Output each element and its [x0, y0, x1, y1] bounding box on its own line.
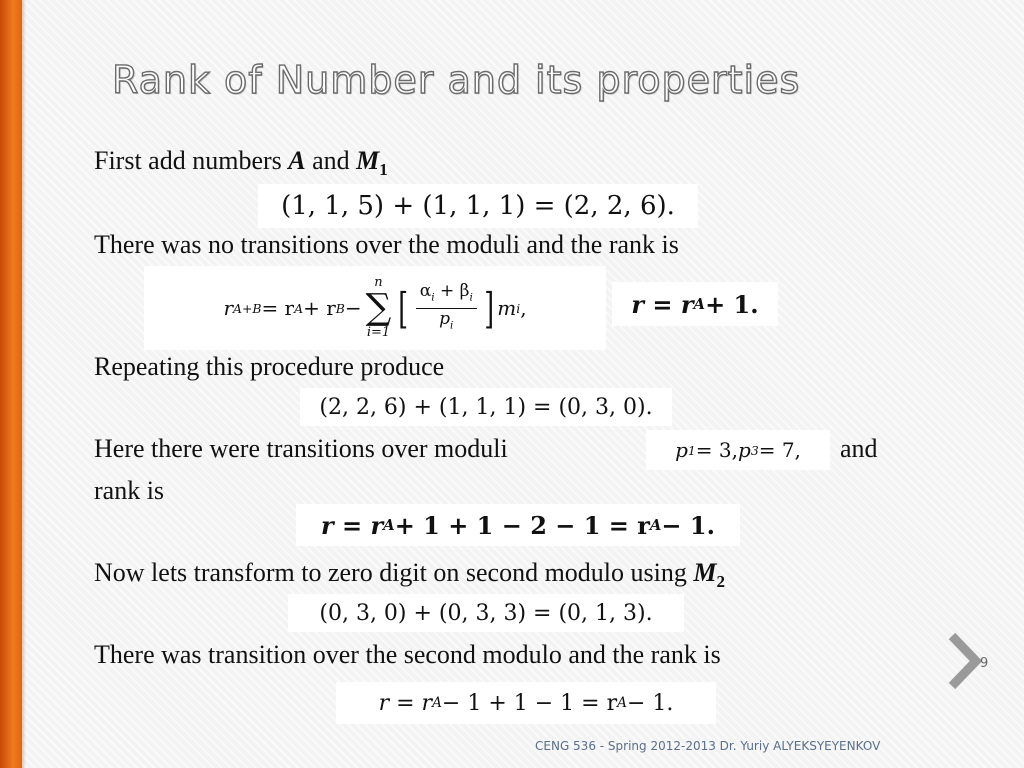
formula-rank-sum: r A+B = r A + r B − n ∑ i=1 [ $\frac{\alpha_i + \beta_i}{p_i}$ ] m i , [144, 266, 606, 350]
text-line-6: Now lets transform to zero digit on second modulo using $M_2$ [94, 558, 725, 592]
text-line-4: Here there were transitions over moduli [94, 434, 508, 463]
text-line-4-and: and [840, 434, 878, 463]
formula-addition-2: (2, 2, 6) + (1, 1, 1) = (0, 3, 0). [300, 388, 672, 426]
summation-symbol: n ∑ i=1 [365, 275, 392, 340]
var-m2: $M_2$ [693, 558, 725, 592]
var-a: A [288, 146, 306, 175]
formula-rank-3: r = r A − 1 + 1 − 1 = r A − 1. [336, 682, 716, 724]
text-line-5: rank is [94, 476, 165, 505]
text-line-1 [94, 146, 388, 185]
var-m1: $M_1$ [356, 146, 388, 180]
line1-prefix: First add numbers [94, 146, 289, 175]
formula-moduli: p 1 = 3, p 3 = 7, [646, 430, 830, 470]
text-line-7: There was transition over the second modulo and the rank is [94, 640, 721, 669]
text-line-3: Repeating this procedure produce [94, 352, 445, 381]
page-number: 9 [980, 656, 989, 671]
accent-bar-shadow [22, 0, 26, 768]
formula-rank-2: r = r A + 1 + 1 − 2 − 1 = r A − 1. [296, 504, 740, 546]
formula-addition-1: (1, 1, 5) + (1, 1, 1) = (2, 2, 6). [258, 184, 698, 228]
chevron-right-icon[interactable] [944, 632, 984, 690]
line1-and: and [305, 146, 357, 175]
text-line-2: There was no transitions over the moduli and the rank is [94, 230, 679, 259]
accent-bar [0, 0, 22, 768]
formula-rank-1: r = r A + 1. [612, 282, 778, 326]
slide-footer: CENG 536 - Spring 2012-2013 Dr. Yuriy ALYEKSYEYENKOV [535, 739, 881, 753]
fraction: $\frac{\alpha_i + \beta_i}{p_i}$ [416, 281, 477, 335]
formula-addition-3: (0, 3, 0) + (0, 3, 3) = (0, 1, 3). [288, 594, 684, 632]
slide-title: Rank of Number and its properties [112, 58, 801, 102]
